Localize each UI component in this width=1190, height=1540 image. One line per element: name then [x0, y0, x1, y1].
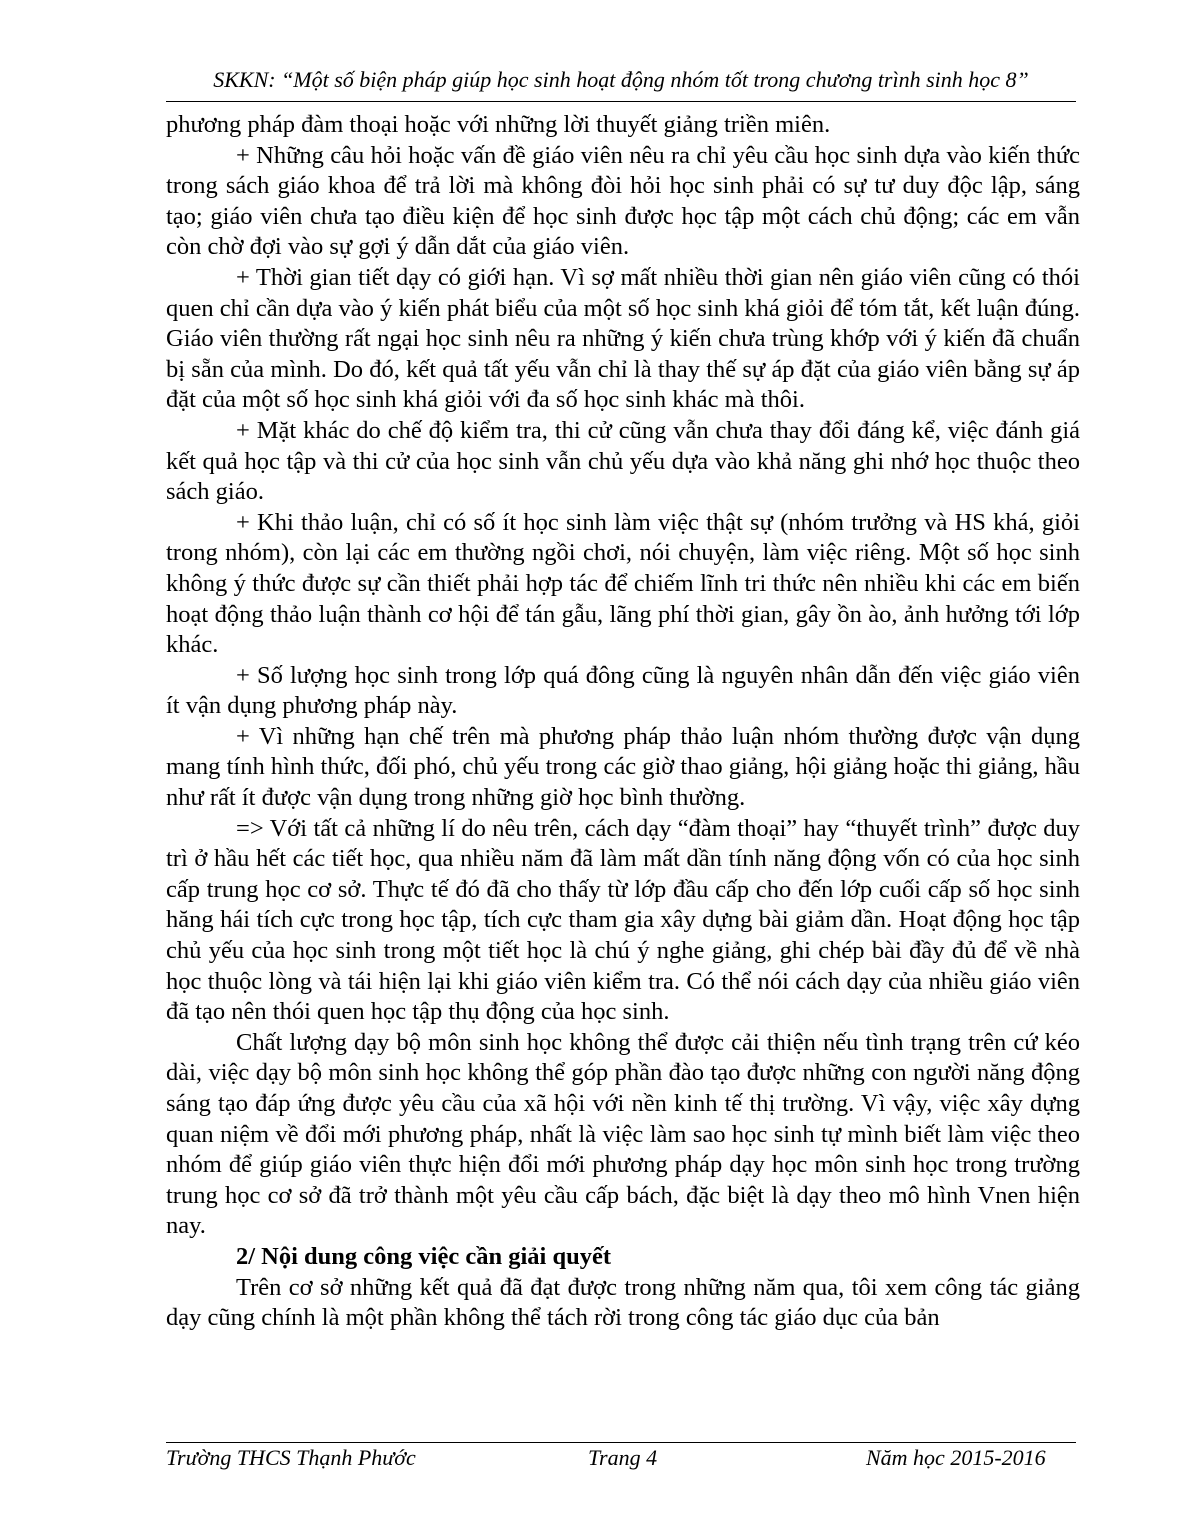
paragraph: + Khi thảo luận, chỉ có số ít học sinh làm việc thật sự (nhóm trưởng và HS khá, giỏi trong nhóm), còn lại các em thường ngồi chơi, nói chuyện, làm việc riêng. Một số học sinh không ý thức được sự cần thiết phải hợp tác để chiếm lĩnh tri thức nên nhiều khi các em biến hoạt động thảo luận thành cơ hội để tán gẫu, lãng phí thời gian, gây ồn ào, ảnh hưởng tới lớp khác. [166, 508, 1080, 659]
document-body [166, 110, 1080, 1334]
footer-school-year: Năm học 2015-2016 [866, 1445, 1046, 1470]
paragraph: + Số lượng học sinh trong lớp quá đông cũng là nguyên nhân dẫn đến việc giáo viên ít vận dụng phương pháp này. [166, 661, 1080, 720]
paragraph-continuation: phương pháp đàm thoại hoặc với những lời thuyết giảng triền miên. [166, 111, 831, 138]
footer-rule [166, 1442, 1076, 1443]
footer-page-number: Trang 4 [588, 1445, 658, 1470]
paragraph: + Thời gian tiết dạy có giới hạn. Vì sợ mất nhiều thời gian nên giáo viên cũng có thói quen chỉ cần dựa vào ý kiến phát biểu của một số học sinh khá giỏi để tóm tắt, kết luận đúng. Giáo viên thường rất ngại học sinh nêu ra những ý kiến chưa trùng khớp với ý kiến đã chuẩn bị sẵn của mình. Do đó, kết quả tất yếu vẫn chỉ là thay thế sự áp đặt của giáo viên bằng sự áp đặt của một số học sinh khá giỏi với đa số học sinh khác mà thôi. [166, 263, 1080, 414]
paragraph: Trên cơ sở những kết quả đã đạt được trong những năm qua, tôi xem công tác giảng dạy cũng chính là một phần không thể tách rời trong công tác giáo dục của bản [166, 1273, 1080, 1332]
section-heading: 2/ Nội dung công việc cần giải quyết [236, 1242, 612, 1270]
footer-school: Trường THCS Thạnh Phước [166, 1445, 416, 1470]
paragraph: + Mặt khác do chế độ kiểm tra, thi cử cũng vẫn chưa thay đổi đáng kể, việc đánh giá kết quả học tập và thi cử của học sinh vẫn chủ yếu dựa vào khả năng ghi nhớ học thuộc theo sách giáo. [166, 416, 1080, 506]
page-header: SKKN: “Một số biện pháp giúp học sinh hoạt động nhóm tốt trong chương trình sinh học 8” [213, 67, 1029, 92]
paragraph: + Những câu hỏi hoặc vấn đề giáo viên nêu ra chỉ yêu cầu học sinh dựa vào kiến thức trong sách giáo khoa để trả lời mà không đòi hỏi học sinh phải có sự tư duy độc lập, sáng tạo; giáo viên chưa tạo điều kiện để học sinh được học tập một cách chủ động; các em vẫn còn chờ đợi vào sự gợi ý dẫn dắt của giáo viên. [166, 141, 1080, 261]
header-rule [166, 101, 1076, 102]
paragraph: => Với tất cả những lí do nêu trên, cách dạy “đàm thoại” hay “thuyết trình” được duy trì ở hầu hết các tiết học, qua nhiều năm đã làm mất dần tính năng động vốn có của học sinh cấp trung học cơ sở. Thực tế đó đã cho thấy từ lớp đầu cấp cho đến lớp cuối cấp số học sinh hăng hái tích cực trong học tập, tích cực tham gia xây dựng bài giảm dần. Hoạt động học tập chủ yếu của học sinh trong một tiết học là chú ý nghe giảng, ghi chép bài đầy đủ để về nhà học thuộc lòng và tái hiện lại khi giáo viên kiểm tra. Có thể nói cách dạy của nhiều giáo viên đã tạo nên thói quen học tập thụ động của học sinh. [166, 814, 1080, 1026]
paragraph: + Vì những hạn chế trên mà phương pháp thảo luận nhóm thường được vận dụng mang tính hình thức, đối phó, chủ yếu trong các giờ thao giảng, hội giảng hoặc thi giảng, hầu như rất ít được vận dụng trong những giờ học bình thường. [166, 722, 1080, 812]
paragraph: Chất lượng dạy bộ môn sinh học không thể được cải thiện nếu tình trạng trên cứ kéo dài, việc dạy bộ môn sinh học không thể góp phần đào tạo được những con người năng động sáng tạo đáp ứng được yêu cầu của xã hội với nền kinh tế thị trường. Vì vậy, việc xây dựng quan niệm về đổi mới phương pháp, nhất là việc làm sao học sinh tự mình biết làm việc theo nhóm để giúp giáo viên thực hiện đổi mới phương pháp dạy học môn sinh học trong trường trung học cơ sở đã trở thành một yêu cầu cấp bách, đặc biệt là dạy theo mô hình Vnen hiện nay. [166, 1028, 1080, 1240]
